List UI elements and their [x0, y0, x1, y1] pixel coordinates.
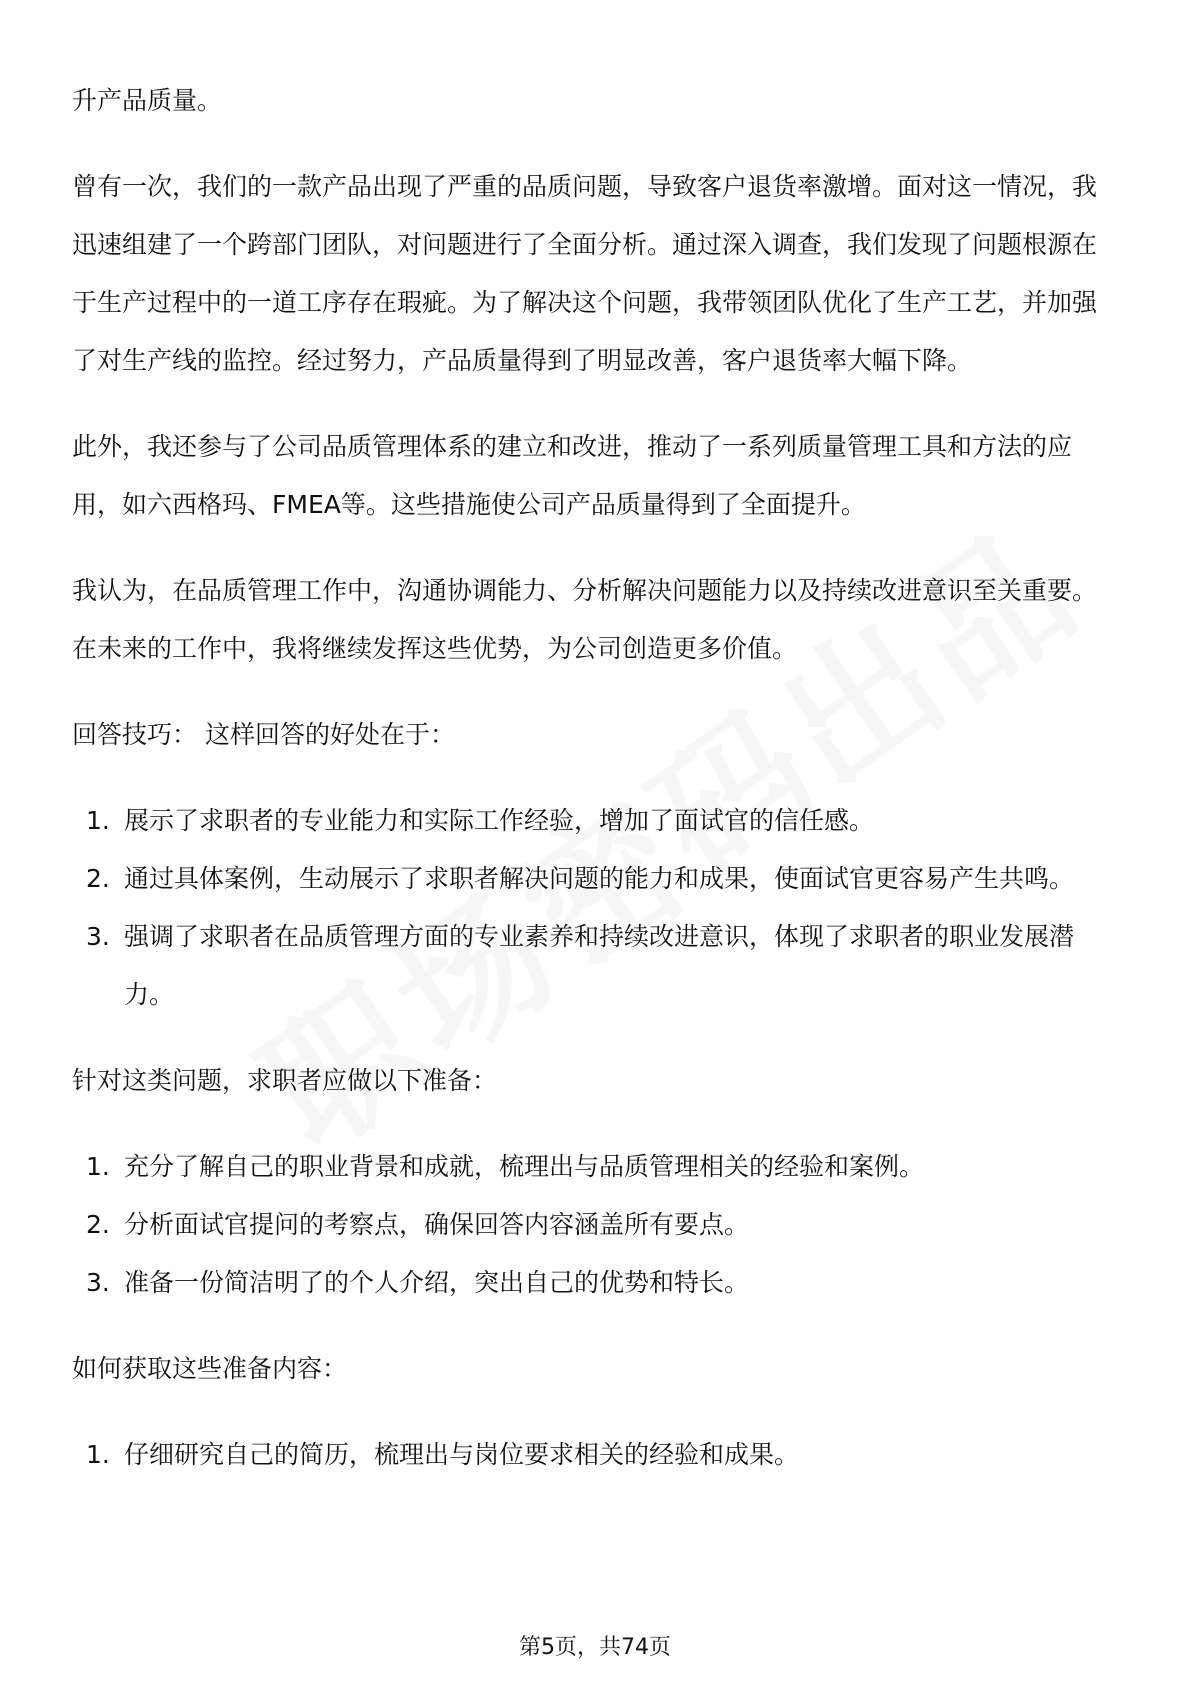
list-item-text: 展示了求职者的专业能力和实际工作经验，增加了面试官的信任感。: [124, 806, 875, 835]
paragraph: 曾有一次，我们的一款产品出现了严重的品质问题，导致客户退货率激增。面对这一情况，我迅速组建了一个跨部门团队，对问题进行了全面分析。通过深入调查，我们发现了问题根源在于生产过程中的一道工序存在瑕疵。为了解决这个问题，我带领团队优化了生产工艺，并加强了对生产线的监控。经过努力，产品质量得到了明显改善，客户退货率大幅下降。: [72, 172, 1098, 375]
list-item: [72, 850, 1117, 908]
list-item-text: 充分了解自己的职业背景和成就，梳理出与品质管理相关的经验和案例。: [124, 1152, 925, 1181]
section-heading-tips: 回答技巧： 这样回答的好处在于：: [72, 720, 455, 749]
list-item: [72, 1196, 1117, 1254]
section-heading-obtain: 如何获取这些准备内容：: [72, 1354, 348, 1383]
page-content: [72, 72, 1117, 1512]
list-item: [72, 908, 1117, 1024]
list-number: 1.: [86, 1152, 110, 1181]
page-number: 第5页，共74页: [519, 1635, 671, 1660]
paragraph: 此外，我还参与了公司品质管理体系的建立和改进，推动了一系列质量管理工具和方法的应用，如六西格玛、FMEA等。这些措施使公司产品质量得到了全面提升。: [72, 432, 1073, 519]
list-number: 2.: [86, 864, 110, 893]
list-number: 3.: [86, 922, 110, 951]
tips-list: [72, 792, 1117, 1024]
list-number: 1.: [86, 1440, 110, 1469]
list-item-text: 通过具体案例，生动展示了求职者解决问题的能力和成果，使面试官更容易产生共鸣。: [124, 864, 1075, 893]
paragraph: 升产品质量。: [72, 86, 223, 115]
obtain-list: [72, 1426, 1117, 1484]
list-item: [72, 1254, 1117, 1312]
list-number: 1.: [86, 806, 110, 835]
section-heading-prep: 针对这类问题，求职者应做以下准备：: [72, 1066, 498, 1095]
list-number: 2.: [86, 1210, 110, 1239]
list-item: [72, 1426, 1117, 1484]
list-number: 3.: [86, 1268, 110, 1297]
list-item: [72, 792, 1117, 850]
list-item-text: 强调了求职者在品质管理方面的专业素养和持续改进意识，体现了求职者的职业发展潜力。: [124, 922, 1075, 1009]
list-item: [72, 1138, 1117, 1196]
paragraph: 我认为，在品质管理工作中，沟通协调能力、分析解决问题能力以及持续改进意识至关重要。在未来的工作中，我将继续发挥这些优势，为公司创造更多价值。: [72, 576, 1098, 663]
list-item-text: 分析面试官提问的考察点，确保回答内容涵盖所有要点。: [124, 1210, 750, 1239]
prep-list: [72, 1138, 1117, 1312]
list-item-text: 仔细研究自己的简历，梳理出与岗位要求相关的经验和成果。: [124, 1440, 800, 1469]
list-item-text: 准备一份简洁明了的个人介绍，突出自己的优势和特长。: [124, 1268, 750, 1297]
